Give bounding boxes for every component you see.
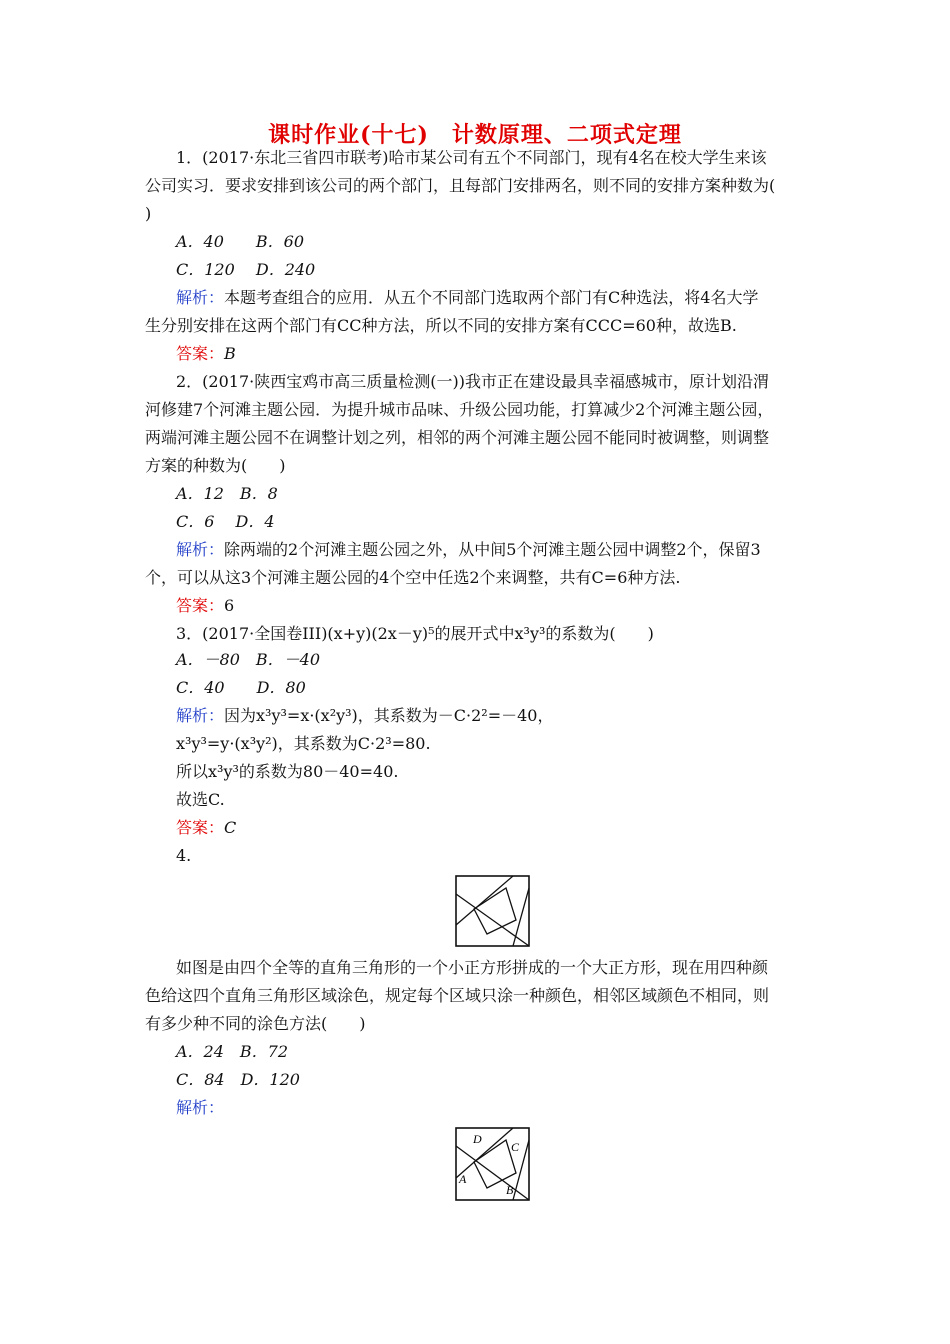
q3-answer-value: C xyxy=(224,818,237,837)
q1-answer-line xyxy=(176,344,236,364)
q2-analysis-text-1: 除两端的2个河滩主题公园之外，从中间5个河滩主题公园中调整2个，保留3 xyxy=(224,540,761,559)
q2-stem-line-2: 河修建7个河滩主题公园．为提升城市品味、升级公园功能，打算减少2个河滩主题公园， xyxy=(145,400,774,419)
q2-answer-label: 答案： xyxy=(176,596,225,615)
q3-analysis-line-1 xyxy=(176,706,554,726)
q1-options-2: C．120 D．240 xyxy=(176,260,316,279)
figure2-outer-square xyxy=(456,1128,529,1200)
labeled-square-figure xyxy=(454,1126,532,1202)
q3-analysis-line-3: 所以x³y³的系数为80－40=40. xyxy=(176,762,399,781)
q2-answer-line xyxy=(176,596,234,616)
q3-analysis-line-2: x³y³=y·(x³y²)，其系数为C·2³=80. xyxy=(176,734,431,753)
page-title: 课时作业(十七) 计数原理、二项式定理 xyxy=(268,122,682,148)
figure-label-b: B xyxy=(506,1183,514,1197)
q1-analysis-line-2: 生分别安排在这两个部门有CC种方法，所以不同的安排方案有CCC=60种，故选B. xyxy=(145,316,737,335)
q1-answer-label: 答案： xyxy=(176,344,225,363)
q1-analysis-line-1 xyxy=(176,288,758,308)
q4-analysis-line xyxy=(176,1098,224,1118)
q3-answer-label: 答案： xyxy=(176,818,225,837)
q3-answer-line xyxy=(176,818,236,838)
figure-label-c: C xyxy=(511,1140,520,1154)
q4-analysis-label: 解析： xyxy=(176,1098,225,1117)
q4-stem-line-3: 有多少种不同的涂色方法( ) xyxy=(145,1014,366,1033)
q3-analysis-line-4: 故选C. xyxy=(176,790,225,809)
square-figure xyxy=(454,874,532,948)
q3-analysis-text-1: 因为x³y³=x·(x²y³)，其系数为－C·2²=－40， xyxy=(224,706,554,725)
q4-options-1: A．24 B．72 xyxy=(176,1042,289,1061)
figure-label-a: A xyxy=(459,1172,467,1186)
q3-options-2: C．40 D．80 xyxy=(176,678,306,697)
q1-stem-line-2: 公司实习．要求安排到该公司的两个部门，且每部门安排两名，则不同的安排方案种数为( xyxy=(145,176,776,195)
q1-answer-value: B xyxy=(224,344,236,363)
q2-analysis-label: 解析： xyxy=(176,540,225,559)
q2-stem-line-3: 两端河滩主题公园不在调整计划之列，相邻的两个河滩主题公园不能同时被调整，则调整 xyxy=(145,428,770,447)
q4-number: 4. xyxy=(176,846,192,865)
q3-options-1: A．－80 B．－40 xyxy=(176,650,321,669)
q4-stem-line-2: 色给这四个直角三角形区域涂色，规定每个区域只涂一种颜色，相邻区域颜色不相同，则 xyxy=(145,986,770,1005)
q2-options-2: C．6 D．4 xyxy=(176,512,275,531)
figure-line-diagonal xyxy=(456,894,529,946)
q1-stem-line-3: ) xyxy=(145,204,152,223)
q2-stem-line-1: 2．(2017·陕西宝鸡市高三质量检测(一))我市正在建设最具幸福感城市，原计划沿渭 xyxy=(176,372,769,391)
figure2-line-diagonal xyxy=(456,1146,529,1200)
q1-options-1: A．40 B．60 xyxy=(176,232,305,251)
q2-analysis-line-2: 个，可以从这3个河滩主题公园的4个空中任选2个来调整，共有C=6种方法. xyxy=(145,568,681,587)
q1-analysis-label: 解析： xyxy=(176,288,225,307)
q1-analysis-text-1: 本题考查组合的应用．从五个不同部门选取两个部门有C种选法，将4名大学 xyxy=(224,288,759,307)
q4-options-2: C．84 D．120 xyxy=(176,1070,300,1089)
q4-stem-line-1: 如图是由四个全等的直角三角形的一个小正方形拼成的一个大正方形，现在用四种颜 xyxy=(176,958,769,977)
q3-stem-line-1: 3．(2017·全国卷III)(x+y)(2x－y)⁵的展开式中x³y³的系数为( ) xyxy=(176,624,654,643)
q3-analysis-label: 解析： xyxy=(176,706,225,725)
q1-stem-line-1: 1．(2017·东北三省四市联考)哈市某公司有五个不同部门，现有4名在校大学生来该 xyxy=(176,148,767,167)
q2-stem-line-4: 方案的种数为( ) xyxy=(145,456,286,475)
figure-label-d: D xyxy=(473,1132,482,1146)
q2-answer-value: 6 xyxy=(224,596,235,615)
figure-outer-square xyxy=(456,876,529,946)
q2-options-1: A．12 B．8 xyxy=(176,484,278,503)
q2-analysis-line-1 xyxy=(176,540,761,560)
